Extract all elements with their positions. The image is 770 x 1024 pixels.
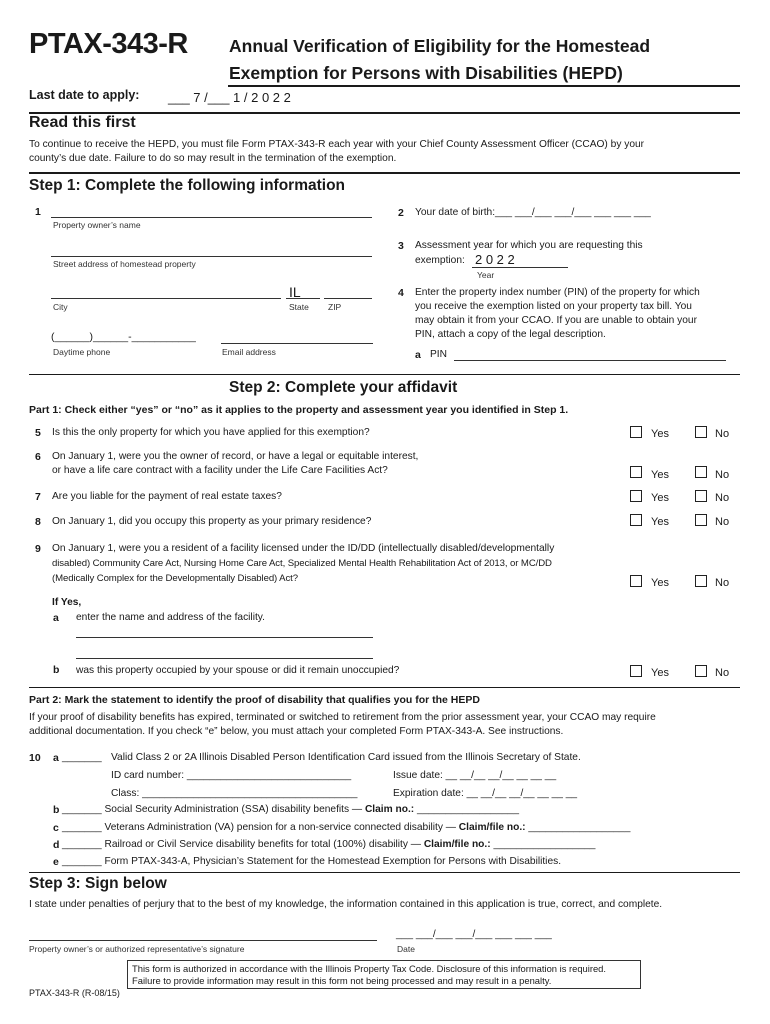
city-field[interactable] (51, 298, 281, 299)
date-of-birth-field[interactable]: Your date of birth:___ ___/___ ___/___ ___ ___ ___ (415, 207, 651, 218)
state-value[interactable]: IL (289, 284, 301, 300)
q5-yes-checkbox[interactable] (630, 426, 642, 438)
zip-caption: ZIP (328, 302, 342, 312)
q10e-text[interactable]: _______ Form PTAX-343-A, Physician’s Statement for the Homestead Exemption for Persons with Disabilities. (62, 856, 562, 867)
item4-line4: PIN, attach a copy of the legal description. (415, 329, 606, 340)
item4-line3: may obtain it from your CCAO. If you are unable to obtain your (415, 315, 697, 326)
q10b-claim-label: Claim no.: (364, 804, 418, 815)
year-caption: Year (477, 270, 495, 280)
q10c-text: _______ Veterans Administration (VA) pension for a non-service connected disability — (62, 822, 459, 833)
q8-no-checkbox[interactable] (695, 514, 707, 526)
q10e-letter: e (53, 856, 59, 868)
last-date-value[interactable]: ___ 7 /___ 1 / 2 0 2 2 (168, 90, 291, 105)
email-caption: Email address (222, 347, 276, 357)
q9b-no-label: No (715, 667, 730, 679)
q9a-letter: a (53, 612, 59, 624)
if-yes-label (52, 597, 81, 608)
step1-heading: Step 1: Complete the following information (29, 177, 346, 194)
signature-field[interactable] (29, 940, 377, 941)
form-title-line1: Annual Verification of Eligibility for the Homestead (229, 36, 651, 56)
item3-line1: Assessment year for which you are requesting this (415, 240, 643, 251)
q8-no-label: No (715, 516, 730, 528)
owner-name-caption: Property owner’s name (53, 220, 141, 230)
q5-text: Is this the only property for which you have applied for this exemption? (52, 427, 370, 438)
q10b-row[interactable] (62, 804, 519, 815)
step1-rule (29, 374, 740, 375)
part2-heading: Part 2: Mark the statement to identify the proof of disability that qualifies you for the HEPD (29, 694, 480, 706)
item4-line2: you receive the exemption listed on your property tax bill. You (415, 301, 692, 312)
q10d-letter: d (53, 839, 60, 851)
email-field[interactable] (221, 343, 373, 344)
item4-number: 4 (398, 287, 404, 299)
street-address-field[interactable] (51, 256, 372, 257)
daytime-phone-field[interactable]: (______)______-___________ (51, 331, 196, 343)
q10b-claim-field[interactable]: __________________ (417, 804, 520, 815)
q9-number: 9 (35, 543, 41, 555)
state-caption: State (289, 302, 309, 312)
read-first-line1: To continue to receive the HEPD, you must file Form PTAX-343-R each year with your Chief County Assessment Officer (CCAO) by your (29, 139, 645, 150)
step2-heading: Step 2: Complete your affidavit (229, 379, 458, 396)
q10b-text: _______ Social Security Administration (SSA) disability benefits — (62, 804, 365, 815)
q9-line2: disabled) Community Care Act, Nursing Home Care Act, Specialized Mental Health Rehabilitation Act of 2013, or MC/DD (52, 558, 552, 569)
q6-line2: or have a life care contract with a facility under the Life Care Facilities Act? (52, 465, 388, 476)
q9-no-checkbox[interactable] (695, 575, 707, 587)
signature-caption: Property owner’s or authorized representative’s signature (29, 944, 245, 954)
read-first-heading: Read this first (29, 114, 136, 131)
q6-yes-label: Yes (651, 469, 669, 481)
q7-text: Are you liable for the payment of real estate taxes? (52, 491, 282, 502)
q7-no-label: No (715, 492, 730, 504)
pin-label: PIN (430, 349, 447, 360)
item4-line1: Enter the property index number (PIN) of the property for which (415, 287, 700, 298)
item3-number: 3 (398, 240, 404, 252)
q7-yes-checkbox[interactable] (630, 490, 642, 502)
q9a-text: enter the name and address of the facility. (76, 612, 265, 623)
q9b-yes-checkbox[interactable] (630, 665, 642, 677)
q10d-row[interactable] (62, 839, 595, 850)
q5-number: 5 (35, 427, 41, 439)
q10c-claim-label: Claim/file no.: (458, 822, 529, 833)
owner-name-field[interactable] (51, 217, 372, 218)
q8-number: 8 (35, 516, 41, 528)
q6-no-checkbox[interactable] (695, 466, 707, 478)
q9b-letter: b (53, 664, 60, 676)
header-rule (228, 85, 740, 87)
q10a-text: Valid Class 2 or 2A Illinois Disabled Person Identification Card issued from the Illinois Secretary of State. (111, 752, 581, 763)
part2-line2: additional documentation. If you check “e” below, you must attach your completed Form PTAX-343-A. See instructions. (29, 726, 564, 737)
q9-line3: (Medically Complex for the Developmentally Disabled) Act? (52, 573, 298, 584)
q9b-no-checkbox[interactable] (695, 665, 707, 677)
item2-number: 2 (398, 207, 404, 219)
signature-date-field[interactable]: ___ ___/___ ___/___ ___ ___ ___ (396, 929, 552, 940)
q10-number: 10 (29, 752, 41, 764)
q9-yes-checkbox[interactable] (630, 575, 642, 587)
q10c-row[interactable] (62, 822, 630, 833)
q10a-letter: a (53, 752, 59, 764)
read-first-line2: county’s due date. Failure to do so may result in the termination of the exemption. (29, 153, 397, 164)
q9-no-label: No (715, 577, 730, 589)
q9b-yes-label: Yes (651, 667, 669, 679)
disclosure-notice-line2: Failure to provide information may result in this form not being processed and may result in a penalty. (132, 975, 552, 986)
part1-heading: Part 1: Check either “yes” or “no” as it applies to the property and assessment year you identified in Step 1. (29, 404, 569, 416)
class-field[interactable]: Class: ______________________________________ (111, 788, 358, 799)
q7-number: 7 (35, 491, 41, 503)
assessment-year-underline (472, 267, 568, 268)
q9-line1: On January 1, were you a resident of a facility licensed under the ID/DD (intellectually disabled/developmentally (52, 543, 555, 554)
q10c-letter: c (53, 822, 59, 834)
step2-rule (29, 872, 740, 873)
q9b-text: was this property occupied by your spouse or did it remain unoccupied? (76, 665, 400, 676)
q10b-letter: b (53, 804, 60, 816)
last-date-label: Last date to apply: (29, 88, 140, 102)
q6-yes-checkbox[interactable] (630, 466, 642, 478)
disclosure-notice-box (127, 960, 641, 989)
q8-text: On January 1, did you occupy this property as your primary residence? (52, 516, 372, 527)
q6-no-label: No (715, 469, 730, 481)
city-caption: City (53, 302, 68, 312)
zip-field[interactable] (324, 298, 372, 299)
id-card-number-field[interactable]: ID card number: _____________________________ (111, 770, 352, 781)
facility-name-field[interactable] (76, 637, 373, 638)
q5-yes-label: Yes (651, 428, 669, 440)
pin-field[interactable] (454, 360, 726, 361)
q7-no-checkbox[interactable] (695, 490, 707, 502)
form-title-line2: Exemption for Persons with Disabilities (HEPD) (229, 63, 623, 83)
daytime-phone-caption: Daytime phone (53, 347, 111, 357)
q6-number: 6 (35, 451, 41, 463)
q10d-text: _______ Railroad or Civil Service disability benefits for total (100%) disability — (62, 839, 424, 850)
q7-yes-label: Yes (651, 492, 669, 504)
q5-no-checkbox[interactable] (695, 426, 707, 438)
state-field[interactable] (286, 298, 320, 299)
q8-yes-label: Yes (651, 516, 669, 528)
form-id: PTAX-343-R (29, 28, 188, 60)
expiration-date-field[interactable]: Expiration date: __ __/__ __/__ __ __ __ (393, 788, 578, 799)
read-first-rule (29, 172, 740, 174)
date-caption: Date (397, 944, 415, 954)
q6-line1: On January 1, were you the owner of record, or have a legal or equitable interest, (52, 451, 419, 462)
assessment-year-field[interactable]: 2 0 2 2 (475, 252, 515, 267)
part1-rule (29, 687, 740, 688)
facility-address-field[interactable] (76, 658, 373, 659)
issue-date-field[interactable]: Issue date: __ __/__ __/__ __ __ __ (393, 770, 557, 781)
item1-number: 1 (35, 206, 41, 218)
if-yes-text: If Yes, (52, 597, 82, 608)
step3-heading: Step 3: Sign below (29, 875, 167, 892)
q10c-claim-field[interactable]: __________________ (528, 822, 631, 833)
item3-line2: exemption: (415, 255, 465, 266)
disclosure-notice-line1: This form is authorized in accordance with the Illinois Property Tax Code. Disclosure of this information is required. (132, 963, 606, 974)
q10d-claim-label: Claim/file no.: (423, 839, 494, 850)
q5-no-label: No (715, 428, 730, 440)
part2-line1: If your proof of disability benefits has expired, terminated or switched to retirement from the prior assessment year, your CCAO may require (29, 712, 656, 723)
pin-letter: a (415, 349, 421, 361)
q10d-claim-field[interactable]: __________________ (493, 839, 596, 850)
q10a-blank[interactable]: _______ (62, 752, 102, 763)
q8-yes-checkbox[interactable] (630, 514, 642, 526)
street-address-caption: Street address of homestead property (53, 259, 196, 269)
perjury-statement: I state under penalties of perjury that to the best of my knowledge, the information contained in this application is true, correct, and complete. (29, 899, 663, 910)
form-revision: PTAX-343-R (R-08/15) (29, 988, 120, 998)
q9-yes-label: Yes (651, 577, 669, 589)
